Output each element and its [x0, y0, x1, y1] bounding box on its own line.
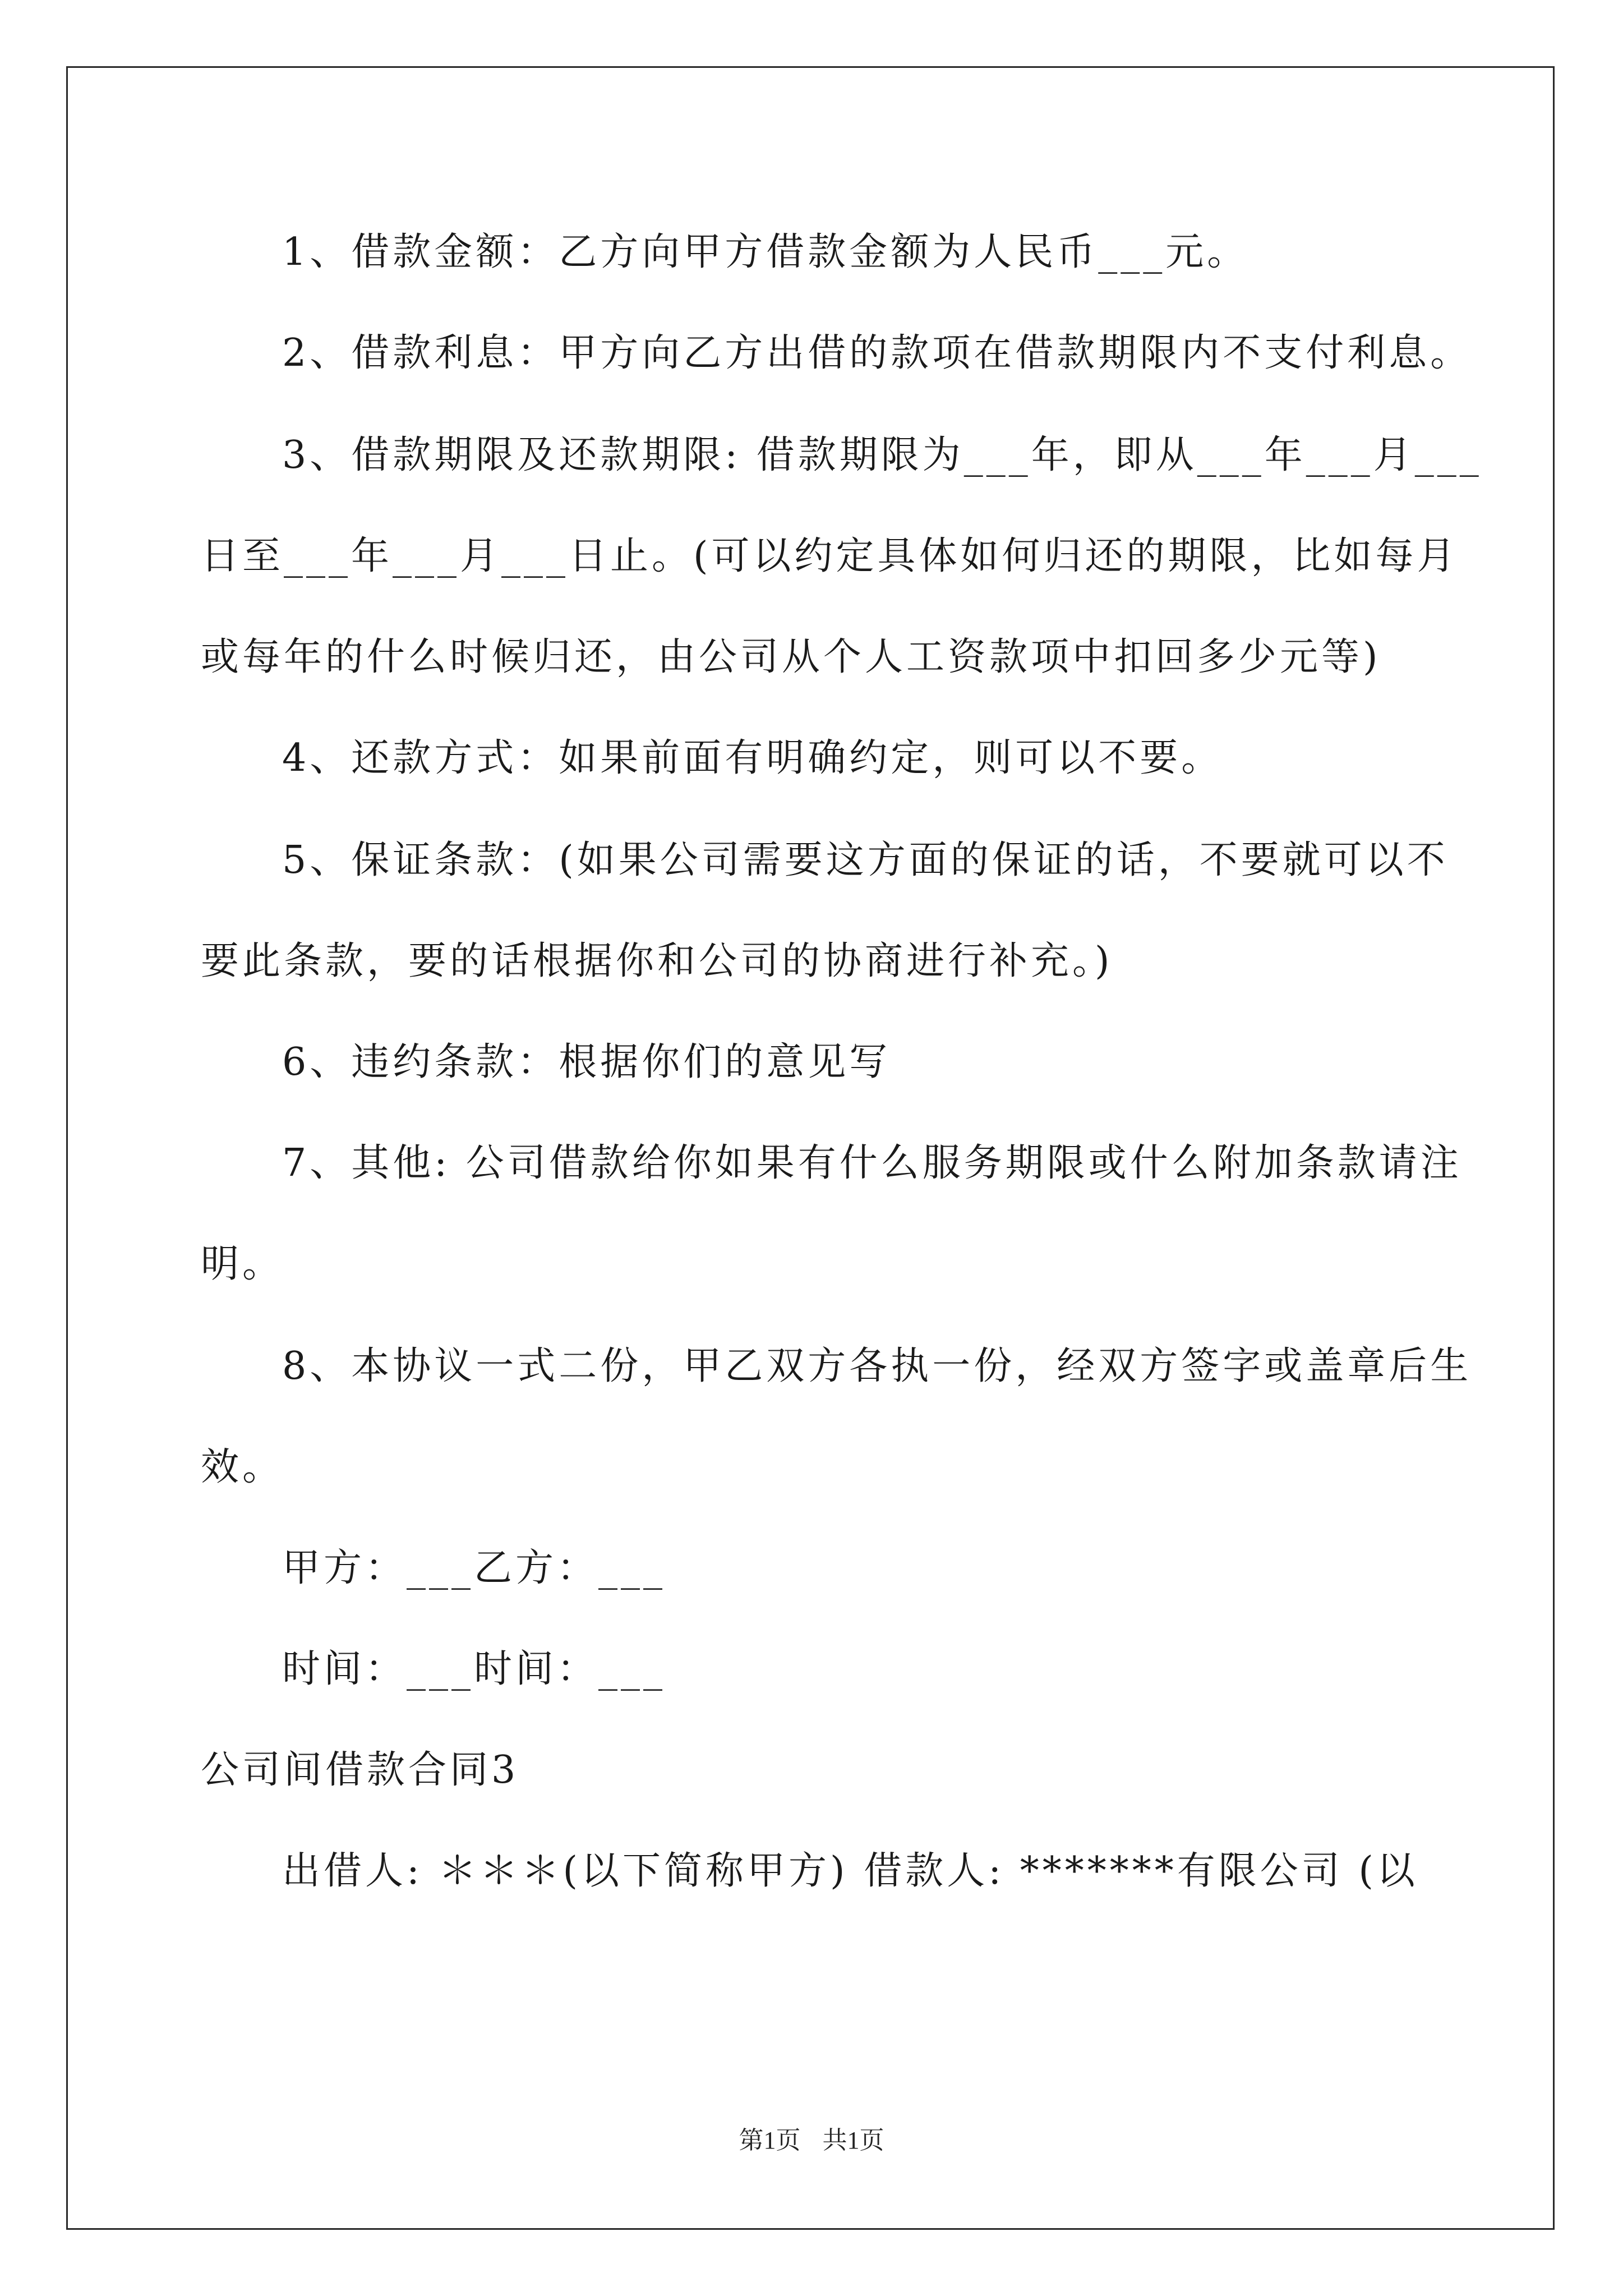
clause-7-other: 7、其他: 公司借款给你如果有什么服务期限或什么附加条款请注: [282, 1141, 1462, 1185]
clause-4-repayment: 4、还款方式：如果前面有明确约定，则可以不要。: [282, 736, 1223, 780]
clause-8-copies: 8、本协议一式二份，甲乙双方各执一份，经双方签字或盖章后生: [282, 1344, 1472, 1388]
clause-8-copies-cont: 效。: [201, 1445, 284, 1489]
lender-borrower-line: 出借人: ＊＊＊(以下简称甲方) 借款人: *******有限公司 (以: [282, 1849, 1418, 1893]
clause-3-term: 3、借款期限及还款期限: 借款期限为___年，即从___年___月___: [282, 433, 1482, 477]
clause-7-other-cont: 明。: [201, 1242, 284, 1286]
clause-5-guarantee: 5、保证条款：(如果公司需要这方面的保证的话，不要就可以不: [282, 838, 1449, 882]
page-number: 第1页: [739, 2127, 801, 2154]
clause-1-amount: 1、借款金额：乙方向甲方借款金额为人民币___元。: [282, 230, 1249, 274]
clause-3-term-cont-1: 日至___年___月___日止。(可以约定具体如何归还的期限，比如每月: [201, 534, 1459, 578]
clause-2-interest: 2、借款利息：甲方向乙方出借的款项在借款期限内不支付利息。: [282, 331, 1472, 375]
signature-dates: 时间：___时间：___: [282, 1647, 666, 1691]
clause-3-term-cont-2: 或每年的什么时候归还，由公司从个人工资款项中扣回多少元等): [201, 635, 1381, 679]
section-heading: 公司间借款合同3: [201, 1748, 519, 1792]
clause-6-breach: 6、违约条款：根据你们的意见写: [282, 1040, 891, 1084]
page-count: 共1页: [822, 2127, 884, 2154]
clause-5-guarantee-cont: 要此条款，要的话根据你和公司的协商进行补充。): [201, 939, 1113, 983]
signature-parties: 甲方：___乙方：___: [282, 1546, 666, 1590]
page-footer: [0, 2125, 1623, 2156]
